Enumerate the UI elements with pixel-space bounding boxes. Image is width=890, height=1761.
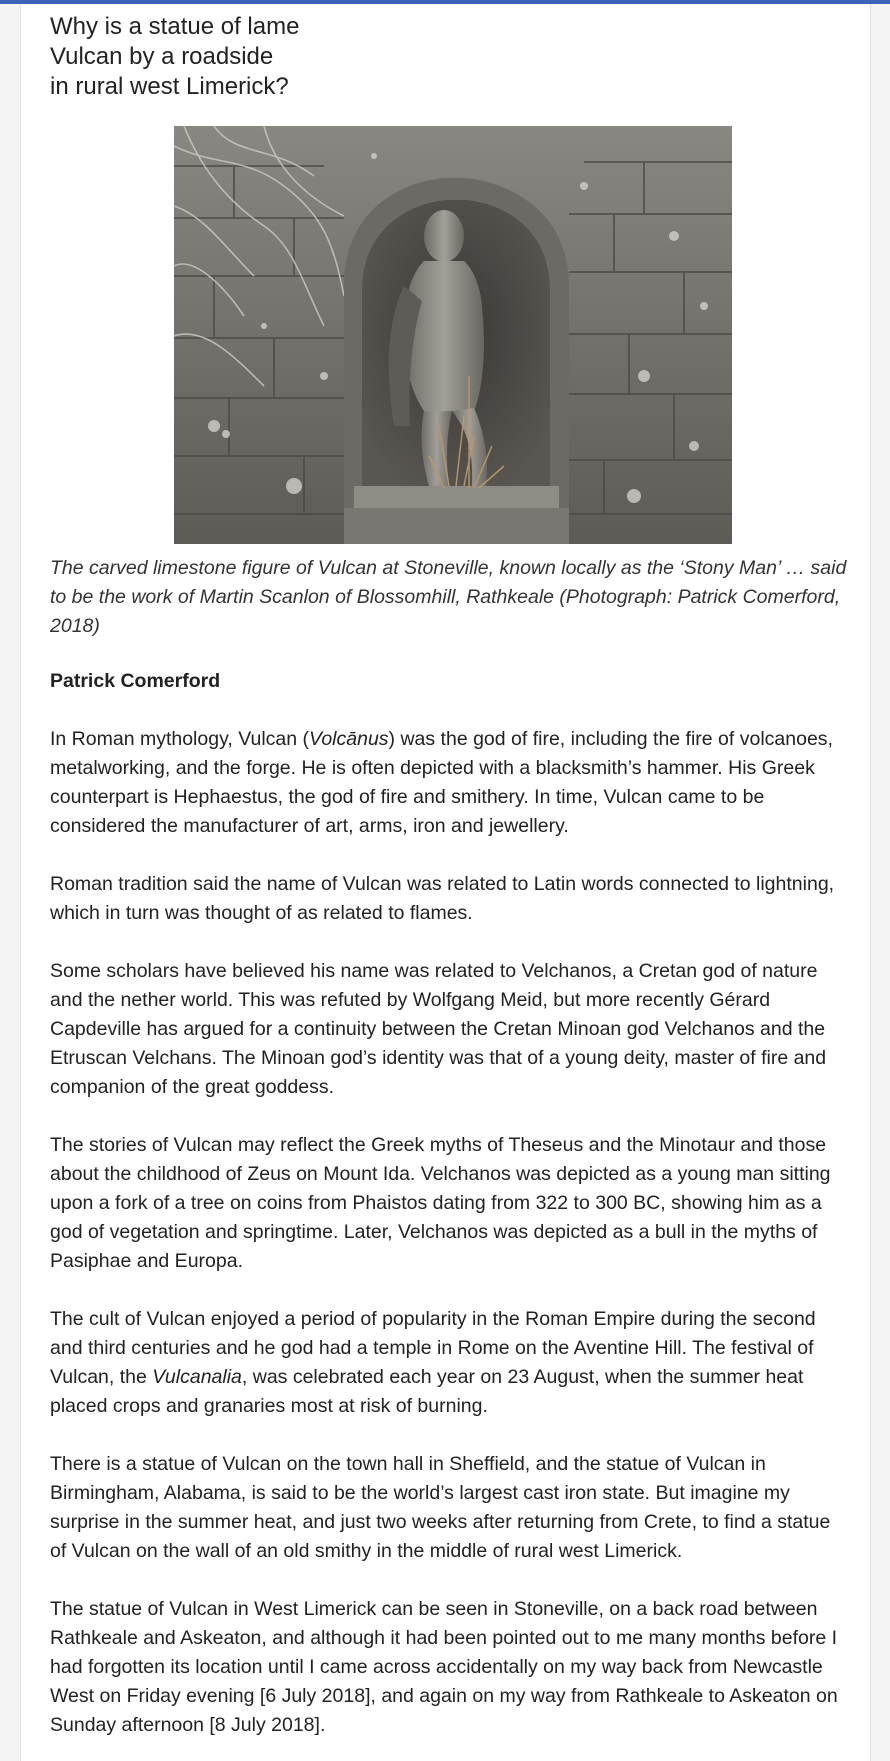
author-byline: Patrick Comerford [50, 670, 221, 692]
emphasis-text: Volcānus [309, 728, 389, 750]
body-paragraph: The statue of Vulcan in West Limerick can be seen in Stoneville, on a back road between Rathkeale and Askeaton, and although it had been pointed out to me many months before I had forgotten its location until I came across accidentally on my way back from Newcastle West on Friday evening [6 July 2018], and again on my way from Rathkeale to Askeaton on Sunday afternoon [8 July 2018]. [50, 1598, 838, 1736]
paragraph-text: ) was the god of fire, including the fire of volcanoes, metalworking, and the forge. He is often depicted with a blacksmith’s hammer. His Greek counterpart is Hephaestus, the god of fire and smithery. In time, Vulcan came to be considered the manufacturer of art, arms, iron and jewellery. [50, 728, 833, 837]
paragraph-text: The cult of Vulcan enjoyed a period of popularity in the Roman Empire during the second and third centuries and he god had a temple in Rome on the Aventine Hill. The festival of Vulcan, the [50, 1308, 816, 1388]
body-paragraph: There is a statue of Vulcan on the town hall in Sheffield, and the statue of Vulcan in Birmingham, Alabama, is said to be the world’s largest cast iron state. But imagine my surprise in the summer heat, and just two weeks after returning from Crete, to find a statue of Vulcan on the wall of an old smithy in the middle of rural west Limerick. [50, 1453, 831, 1562]
body-paragraph [50, 1305, 850, 1421]
title-line: in rural west Limerick? [50, 73, 289, 100]
post-content [50, 12, 850, 1740]
body-paragraph: Some scholars have believed his name was related to Velchanos, a Cretan god of nature and the nether world. This was refuted by Wolfgang Meid, but more recently Gérard Capdeville has argued for a continuity between the Cretan Minoan god Velchanos and the Etruscan Velchans. The Minoan god’s identity was that of a young deity, master of fire and companion of the great goddess. [50, 960, 827, 1098]
title-line: Why is a statue of lame [50, 13, 300, 40]
paragraph-text: In Roman mythology, Vulcan ( [50, 728, 310, 750]
body-paragraph: Roman tradition said the name of Vulcan was related to Latin words connected to lightning, which in turn was thought of as related to flames. [50, 873, 835, 924]
vulcan-statue-photo[interactable] [174, 126, 732, 544]
body-paragraph [50, 725, 850, 841]
post-page [20, 4, 871, 1761]
emphasis-text: Vulcanalia [152, 1366, 242, 1388]
post-title [50, 12, 850, 102]
title-line: Vulcan by a roadside [50, 43, 274, 70]
body-paragraph: The stories of Vulcan may reflect the Greek myths of Theseus and the Minotaur and those about the childhood of Zeus on Mount Ida. Velchanos was depicted as a young man sitting upon a fork of a tree on coins from Phaistos dating from 322 to 300 BC, showing him as a god of vegetation and springtime. Later, Velchanos was depicted as a bull in the myths of Pasiphae and Europa. [50, 1134, 831, 1272]
photo-caption: The carved limestone figure of Vulcan at Stoneville, known locally as the ‘Stony Man’ … said to be the work of Martin Scanlon of Blossomhill, Rathkeale (Photograph: Patrick Comerford, 2018) [50, 557, 847, 637]
paragraph-text: , was celebrated each year on 23 August, when the summer heat placed crops and granaries most at risk of burning. [50, 1366, 804, 1417]
